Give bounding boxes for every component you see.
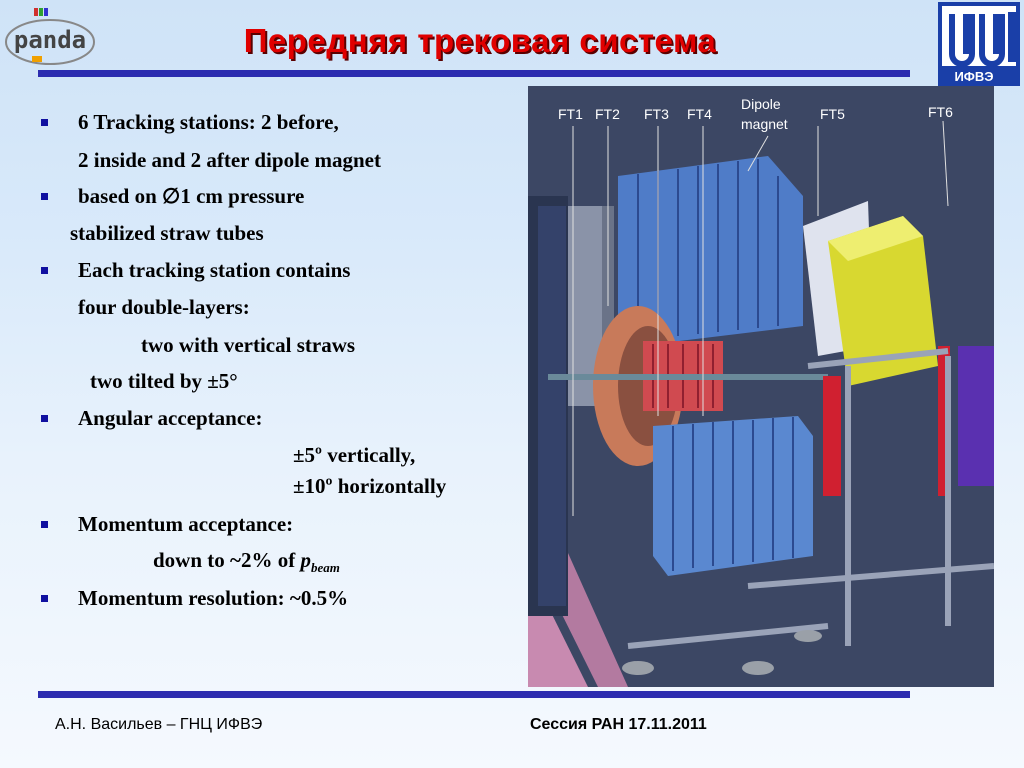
- bullet-text: based on ∅1 cm pressure: [78, 184, 305, 208]
- bullet-text: four double-layers:: [78, 295, 250, 319]
- bullet-marker: [41, 595, 48, 602]
- panda-logo: [4, 6, 96, 68]
- bullet-marker: [41, 415, 48, 422]
- logo-right-text: ИФВЭ: [954, 69, 994, 84]
- bullet-text: Angular acceptance:: [78, 406, 263, 430]
- ihep-logo: [938, 2, 1020, 86]
- logo-left-text: panda: [13, 26, 87, 54]
- footer-author: А.Н. Васильев – ГНЦ ИФВЭ: [55, 716, 263, 733]
- bullet-text: [153, 548, 340, 576]
- label-ft2: FT2: [595, 106, 620, 122]
- momentum-prefix: down to ~2% of: [153, 548, 301, 572]
- bullet-text: Each tracking station contains: [78, 258, 351, 282]
- bullet-text: 6 Tracking stations: 2 before,: [78, 110, 339, 134]
- label-ft6: FT6: [928, 104, 953, 120]
- label-ft3: FT3: [644, 106, 669, 122]
- bullet-marker: [41, 267, 48, 274]
- detector-image: [528, 86, 994, 687]
- bullet-marker: [41, 119, 48, 126]
- label-ft5: FT5: [820, 106, 845, 122]
- bullet-text: Momentum acceptance:: [78, 512, 294, 536]
- label-ft1: FT1: [558, 106, 583, 122]
- slide-title: Передняя трековая система: [243, 22, 717, 59]
- footer-session: Сессия РАН 17.11.2011: [530, 716, 707, 733]
- label-ft4: FT4: [687, 106, 712, 122]
- bullet-text: ±10º horizontally: [293, 474, 447, 498]
- p-symbol: p: [300, 548, 311, 572]
- bullet-text: two tilted by ±5°: [90, 369, 238, 393]
- bottom-divider: [38, 691, 910, 698]
- beam-subscript: beam: [310, 560, 340, 576]
- top-divider: [38, 70, 910, 77]
- bullet-text: Momentum resolution: ~0.5%: [78, 586, 349, 610]
- bullet-text: ±5º vertically,: [293, 443, 416, 467]
- bullet-text: stabilized straw tubes: [70, 221, 264, 245]
- bullet-text: two with vertical straws: [141, 333, 356, 357]
- label-dipole-line2: magnet: [741, 116, 788, 132]
- bullet-text: 2 inside and 2 after dipole magnet: [78, 148, 381, 172]
- bullet-marker: [41, 521, 48, 528]
- label-dipole-line1: Dipole: [741, 96, 781, 112]
- bullet-marker: [41, 193, 48, 200]
